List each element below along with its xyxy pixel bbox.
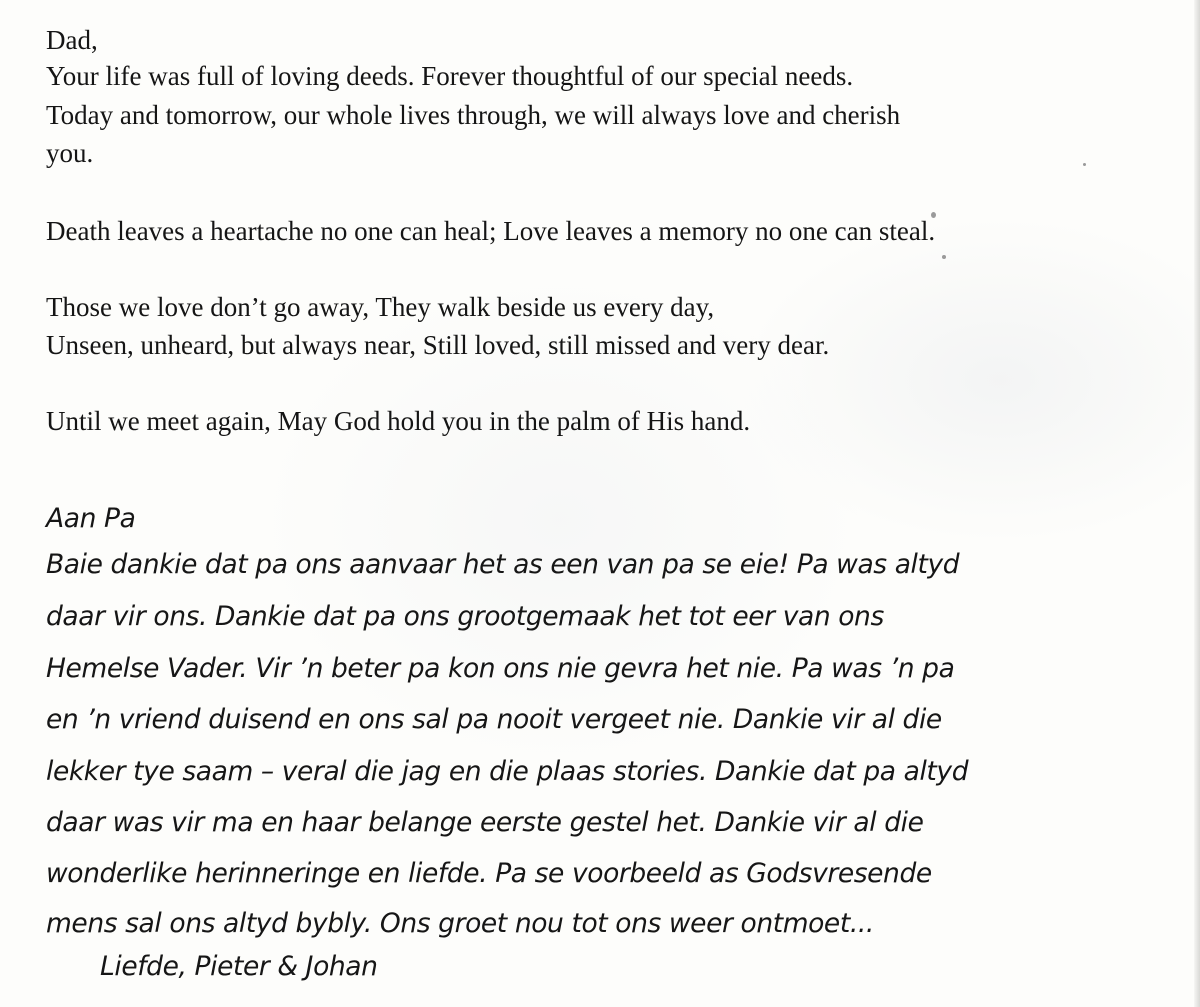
afrikaans-salutation: Aan Pa: [46, 503, 136, 534]
scan-edge-shadow: [1194, 0, 1200, 1007]
english-verse2-line1: Death leaves a heartache no one can heal; Love leaves a memory no one can steal.: [46, 216, 936, 246]
english-verse4-line1: Until we meet again, May God hold you in the palm of His hand.: [46, 406, 751, 436]
english-verse3-line1: Those we love don’t go away, They walk beside us every day,: [46, 292, 715, 322]
afrikaans-line: mens sal ons altyd bybly. Ons groet nou tot ons weer ontmoet...: [46, 908, 874, 939]
afrikaans-line: Baie dankie dat pa ons aanvaar het as een van pa se eie! Pa was altyd: [46, 549, 960, 580]
afrikaans-line: daar was vir ma en haar belange eerste gestel het. Dankie vir al die: [46, 807, 924, 838]
afrikaans-line: wonderlike herinneringe en liefde. Pa se voorbeeld as Godsvresende: [46, 858, 932, 889]
english-verse1-line1: Your life was full of loving deeds. Forever thoughtful of our special needs.: [46, 61, 854, 91]
afrikaans-signature: Liefde, Pieter & Johan: [100, 951, 378, 982]
afrikaans-line: daar vir ons. Dankie dat pa ons grootgemaak het tot eer van ons: [46, 601, 884, 632]
scan-speck: [1083, 163, 1086, 166]
afrikaans-line: Hemelse Vader. Vir ’n beter pa kon ons nie gevra het nie. Pa was ’n pa: [46, 653, 955, 684]
english-verse1-line3: you.: [46, 138, 94, 168]
english-verse1-line2: Today and tomorrow, our whole lives through, we will always love and cherish: [46, 100, 901, 130]
scan-speck: [942, 255, 946, 259]
english-verse3-line2: Unseen, unheard, but always near, Still loved, still missed and very dear.: [46, 330, 830, 360]
afrikaans-line: lekker tye saam – veral die jag en die plaas stories. Dankie dat pa altyd: [46, 756, 969, 787]
english-greeting: Dad,: [46, 25, 98, 55]
afrikaans-line: en ’n vriend duisend en ons sal pa nooit vergeet nie. Dankie vir al die: [46, 704, 942, 735]
